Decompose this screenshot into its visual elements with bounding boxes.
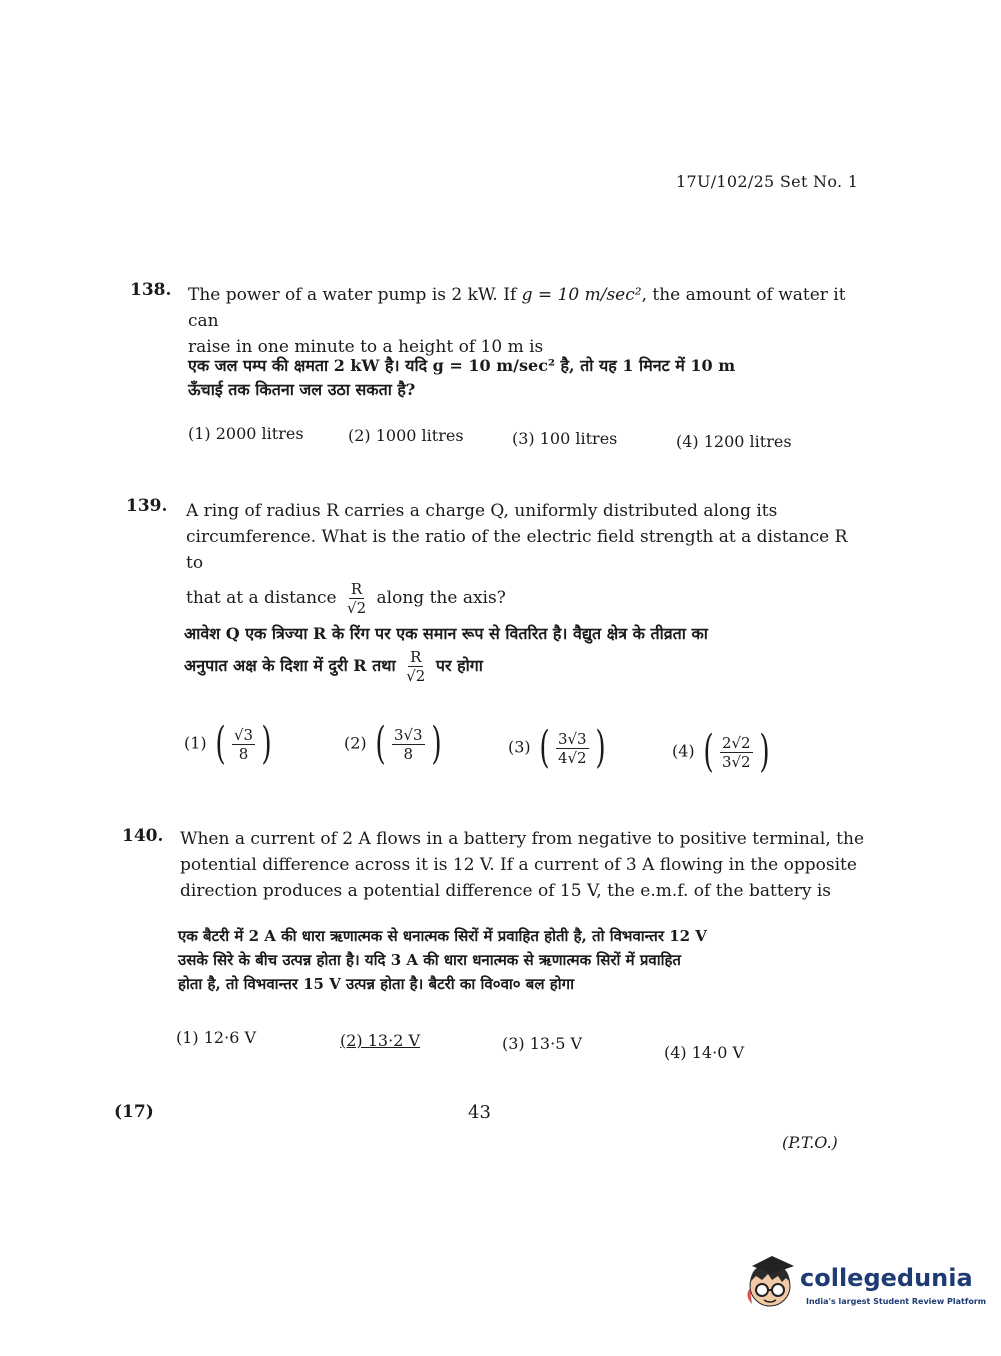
q139-fraction <box>345 580 368 617</box>
q139-option-1-den: 8 <box>238 744 249 763</box>
question-140-text <box>180 826 870 904</box>
q139-option-4-label: (4) <box>672 741 695 761</box>
q139-hindi-line2-post: पर होगा <box>435 656 483 675</box>
q140-option-4: (4) 14·0 V <box>664 1043 745 1062</box>
question-140-number: 140. <box>122 826 164 846</box>
q138-option-1: (1) 2000 litres <box>188 424 304 443</box>
q139-option-1: (1) ( $\frac{√3}{8}$ ) <box>184 718 272 769</box>
question-140-hindi <box>178 924 868 996</box>
q139-option-2-num: 3√3 <box>393 725 423 744</box>
q140-option-2: (2) 13·2 V <box>340 1031 421 1050</box>
q139-option-1-label: (1) <box>184 733 207 753</box>
q139-option-1-num: √3 <box>233 725 254 744</box>
q140-line3: direction produces a potential difference of 15 V, the e.m.f. of the battery is <box>180 881 832 901</box>
q138-line2: raise in one minute to a height of 10 m is <box>188 337 544 357</box>
q139-option-2-den: 8 <box>403 744 414 763</box>
q139-line2: circumference. What is the ratio of the electric field strength at a distance R to <box>186 527 848 573</box>
q139-option-3-num: 3√3 <box>557 729 587 748</box>
question-138-hindi <box>188 354 868 402</box>
q139-option-4-frac <box>720 734 753 771</box>
q139-hindi-frac-num: R <box>410 648 422 666</box>
q139-line1: A ring of radius R carries a charge Q, uniformly distributed along its <box>186 501 778 521</box>
q139-option-1-frac <box>232 726 255 763</box>
question-138-number: 138. <box>130 280 172 300</box>
q138-line1-post: , the amount of water it can <box>188 285 846 331</box>
q138-option-3: (3) 100 litres <box>512 429 618 448</box>
q138-line1-eq: g = 10 m/sec² <box>521 285 642 305</box>
q140-hindi-line1: एक बैटरी में 2 A की धारा ऋणात्मक से धनात्मक सिरों में प्रवाहित होती है, तो विभवान्तर 12 V <box>178 927 707 945</box>
q139-option-3-frac <box>556 730 589 767</box>
question-139-number: 139. <box>126 496 168 516</box>
q139-line3-pre: that at a distance <box>186 588 337 608</box>
q139-option-2-frac <box>392 726 425 763</box>
q138-option-2: (2) 1000 litres <box>348 426 464 445</box>
q140-option-3: (3) 13·5 V <box>502 1034 583 1053</box>
logo-wordmark: collegedunia <box>800 1264 973 1292</box>
q139-hindi-frac-den: √2 <box>406 667 426 685</box>
q139-frac-num: R <box>350 580 363 598</box>
q138-line1-pre: The power of a water pump is 2 kW. If <box>188 285 517 305</box>
q139-line3-post: along the axis? <box>376 588 506 608</box>
q139-option-4-num: 2√2 <box>721 733 751 752</box>
question-139-hindi <box>184 622 864 685</box>
footer-code: (17) <box>114 1102 154 1122</box>
q139-option-3-den: 4√2 <box>557 748 587 767</box>
q140-hindi-line2: उसके सिरे के बीच उत्पन्न होता है। यदि 3 A की धारा धनात्मक से ऋणात्मक सिरों में प्रवाहित <box>178 951 681 969</box>
collegedunia-mascot-icon <box>742 1252 800 1312</box>
question-139-text <box>186 498 866 617</box>
q140-hindi-line3: होता है, तो विभवान्तर 15 V उत्पन्न होता है। बैटरी का वि०वा० बल होगा <box>178 975 574 993</box>
q138-option-4: (4) 1200 litres <box>676 432 792 451</box>
q139-frac-den: √2 <box>347 599 367 617</box>
pto-label: (P.T.O.) <box>782 1133 838 1152</box>
q139-option-2: (2) ( $\frac{3√3}{8}$ ) <box>344 718 442 769</box>
q139-option-2-label: (2) <box>344 733 367 753</box>
set-code: 17U/102/25 Set No. 1 <box>676 172 859 191</box>
q139-option-4: (4) ( $\frac{2√2}{3√2}$ ) <box>672 726 770 777</box>
q138-hindi-line1: एक जल पम्प की क्षमता 2 kW है। यदि g = 10 m/sec² है, तो यह 1 मिनट में 10 m <box>188 356 736 375</box>
q139-hindi-line2-pre: अनुपात अक्ष के दिशा में दुरी R तथा <box>184 656 396 675</box>
q140-option-1: (1) 12·6 V <box>176 1028 257 1047</box>
logo-tagline: India's largest Student Review Platform <box>806 1297 987 1306</box>
q139-option-3: (3) ( $\frac{3√3}{4√2}$ ) <box>508 722 606 773</box>
q139-hindi-line1: आवेश Q एक त्रिज्या R के रिंग पर एक समान रूप से वितरित है। वैद्युत क्षेत्र के तीव्रता का <box>184 624 708 643</box>
page-number: 43 <box>468 1102 491 1123</box>
q139-option-3-label: (3) <box>508 737 531 757</box>
q140-line1: When a current of 2 A flows in a battery from negative to positive terminal, the <box>180 829 865 849</box>
q139-hindi-fraction <box>404 648 427 685</box>
q140-line2: potential difference across it is 12 V. If a current of 3 A flowing in the opposite <box>180 855 857 875</box>
q138-hindi-line2: ऊँचाई तक कितना जल उठा सकता है? <box>188 380 416 399</box>
question-138-text <box>188 282 868 360</box>
q139-option-4-den: 3√2 <box>721 752 751 771</box>
